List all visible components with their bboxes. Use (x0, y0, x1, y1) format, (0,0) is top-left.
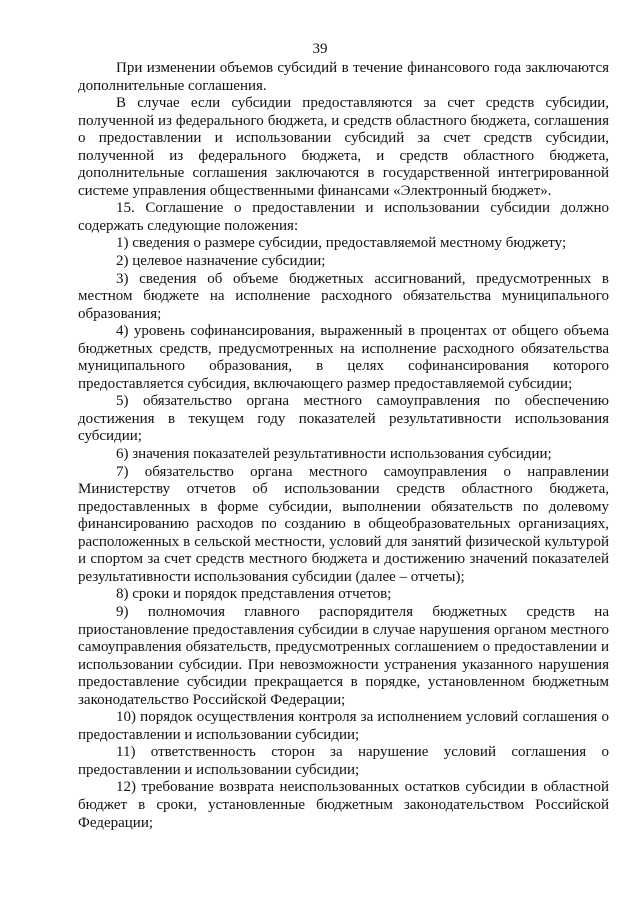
list-item-6: 6) значения показателей результативности использования субсидии; (116, 446, 552, 463)
list-item-12: 12) требование возврата неиспользованных остатков субсидии в областной бюджет в сроки, установленные бюджетным законодательством Российской Федерации; (78, 779, 609, 831)
list-item-8: 8) сроки и порядок представления отчетов; (116, 586, 392, 603)
list-item-2: 2) целевое назначение субсидии; (116, 253, 326, 270)
list-item-5: 5) обязательство органа местного самоуправления по обеспечению достижения в текущем году показателей результативности использования субсидии; (78, 393, 609, 445)
list-item-1: 1) сведения о размере субсидии, предоставляемой местному бюджету; (116, 235, 567, 252)
paragraph-clause-15: 15. Соглашение о предоставлении и использовании субсидии должно содержать следующие положения: (78, 200, 609, 234)
list-item-9: 9) полномочия главного распорядителя бюджетных средств на приостановление предоставления субсидии в случае нарушения органом местного самоуправления обязательств, предусмотренных соглашением о предоставлении и использовании субсидии. При невозможности устранения указанного нарушения предоставление субсидии прекращается в порядке, установленном бюджетным законодательство Российской Федерации; (78, 603, 609, 708)
list-item-4: 4) уровень софинансирования, выраженный в процентах от общего объема бюджетных средств, предусмотренных на исполнение расходного обязательства муниципального образования, в целях софинансирования которого предоставляется субсидия, включающего размер предоставляемой субсидии; (78, 323, 609, 392)
list-item-3: 3) сведения об объеме бюджетных ассигнований, предусмотренных в местном бюджете на исполнение расходного обязательства муниципального образования; (78, 270, 609, 322)
paragraph-supplementary-agreements: При изменении объемов субсидий в течение финансового года заключаются дополнительные соглашения. (78, 60, 609, 94)
document-body (78, 60, 609, 832)
list-item-11: 11) ответственность сторон за нарушение условий соглашения о предоставлении и использовании субсидии; (78, 744, 609, 778)
list-item-7: 7) обязательство органа местного самоуправления о направлении Министерству отчетов об использовании средств областного бюджета, предоставленных в форме субсидии, выполнении обязательств по долевому финансированию расходов по созданию в общеобразовательных организациях, расположенных в сельской местности, условий для занятий физической культурой и спортом за счет средств местного бюджета и достижению значений показателей результативности использования субсидии (далее – отчеты); (78, 463, 609, 585)
paragraph-electronic-budget: В случае если субсидии предоставляются за счет средств субсидии, полученной из федерального бюджета, и средств областного бюджета, соглашения о предоставлении и использовании субсидий за счет средств субсидии, полученной из федерального бюджета, и средств областного бюджета, дополнительные соглашения заключаются в государственной интегрированной системе управления общественными финансами «Электронный бюджет». (78, 95, 609, 199)
list-item-10: 10) порядок осуществления контроля за исполнением условий соглашения о предоставлении и использовании субсидии; (78, 709, 609, 743)
page-number: 39 (312, 41, 328, 57)
